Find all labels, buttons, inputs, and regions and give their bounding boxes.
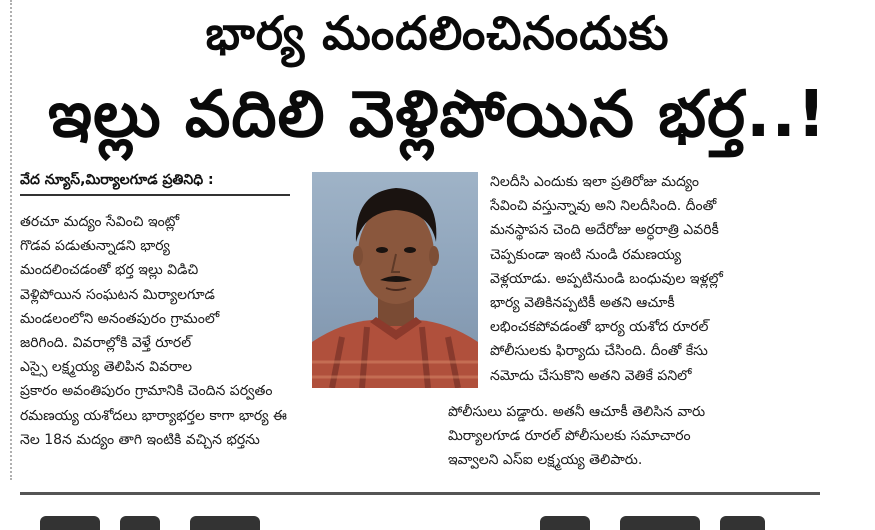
article-line: పోలీసులు పడ్డారు. అతనీ ఆచూకీ తెలిసిన వారు [448,404,706,420]
article-column-right-bottom [448,400,818,473]
article-line: చెప్పకుండా ఇంటి నుండి రమణయ్య [490,246,682,263]
article-column-right-top [490,170,815,388]
headline-line-1: భార్య మందలించినందుకు [205,6,670,60]
section-divider [20,492,820,495]
article-line: ఇవ్వాలని ఎస్ఐ లక్ష్మయ్య తెలిపారు. [448,452,643,469]
article-line: మనస్థాపన చెంది అదేరోజు అర్ధరాత్రి ఎవరికీ [490,222,719,239]
article-line: మందలించడంతో భర్త ఇల్లు విడిచి [20,262,199,279]
article-line: మిర్యాలగూడ రూరల్ పోలీసులకు సమాచారం [448,428,691,445]
next-article-headline-cropped [20,506,820,530]
page-margin-line [10,0,12,480]
article-line: వెళ్లయాడు. అప్పటినుండి బంధువుల ఇళ్లల్లో [490,270,723,287]
article-line: నమోదు చేసుకొని అతని వెతికే పనిలో [490,367,692,384]
article-line: పోలీసులకు ఫిర్యాదు చేసింది. దీంతో కేసు [490,343,708,360]
article-line: సేవించి వస్తున్నావు అని నిలదీసింది. దీంతో [490,198,717,215]
byline: వేద న్యూస్,మిర్యాలగూడ ప్రతినిధి : [20,172,290,196]
article-line: లభించకపోవడంతో భార్య యశోద రూరల్ [490,319,709,336]
article-line: ఎస్సై లక్ష్మయ్య తెలిపిన వివరాల [20,359,193,376]
article-line: నెల 18న మద్యం తాగి ఇంటికి వచ్చిన భర్తను [20,431,260,448]
article-line: భార్య వెతికినప్పటికీ అతని ఆచూకీ [490,294,675,311]
article-line: తరచూ మద్యం సేవించి ఇంట్లో [20,214,180,230]
article-line: గొడవ పడుతున్నాడని భార్య [20,238,170,255]
headline-line-2: ఇల్లు వదిలి వెళ్లిపోయిన భర్త..! [48,78,827,152]
article-line: జరిగింది. వివరాల్లోకి వెళ్తే రూరల్ [20,334,192,351]
article-column-left [20,210,300,452]
article-line: ప్రకారం అవంతిపురం గ్రామానికి చెందిన పర్వతం [20,383,273,400]
article-line: మండలంలోని అనంతపురం గ్రామంలో [20,310,220,327]
person-portrait-image [312,172,478,388]
person-photo [312,172,478,388]
article-line: రమణయ్య యశోదలు భార్యాభర్తల కాగా భార్య ఈ [20,407,287,424]
article-line: నిలదీసి ఎందుకు ఇలా ప్రతిరోజు మద్యం [490,174,699,190]
article-line: వెళ్లిపోయిన సంఘటన మిర్యాలగూడ [20,286,215,303]
